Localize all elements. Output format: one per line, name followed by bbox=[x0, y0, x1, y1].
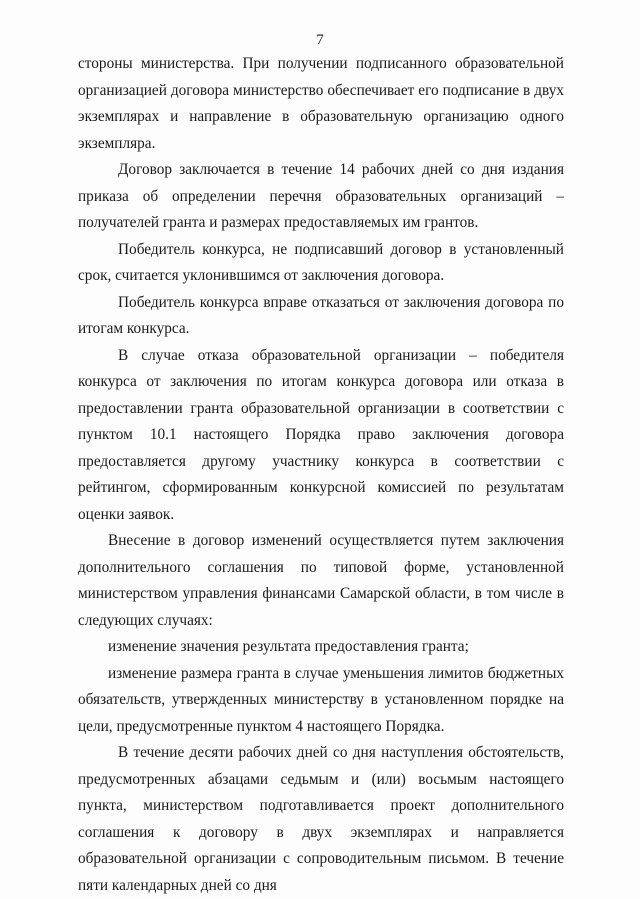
paragraph-ten-days: В течение десяти рабочих дней со дня наступления обстоятельств, предусмотренных абзацами седьмым и (или) восьмым настоящего пункта, министерством подготавливается проект дополнительного соглашения к договору в двух экземплярах и направляется образовательной организации с сопроводительным письмом. В течение пяти календарных дней со дня bbox=[78, 744, 564, 894]
paragraph-continuation: стороны министерства. При получении подписанного образовательной организацией договора министерство обеспечивает его подписание в двух экземплярах и направление в образовательную организацию одного экземпляра. bbox=[78, 55, 564, 152]
document-body bbox=[78, 51, 564, 899]
paragraph-winner-refusal: Победитель конкурса вправе отказаться от заключения договора по итогам конкурса. bbox=[78, 293, 564, 337]
paragraph-winner-evading: Победитель конкурса, не подписавший договор в установленный срок, считается уклонившимся от заключения договора. bbox=[78, 240, 564, 284]
page-number: 7 bbox=[316, 32, 324, 48]
paragraph-case-result: изменение значения результата предоставления гранта; bbox=[108, 638, 469, 655]
paragraph-amendments: Внесение в договор изменений осуществляется путем заключения дополнительного соглашения по типовой форме, установленной министерством управления финансами Самарской области, в том числе в следующих случаях: bbox=[78, 532, 564, 629]
paragraph-contract-term: Договор заключается в течение 14 рабочих дней со дня издания приказа об определении перечня образовательных организаций – получателей гранта и размерах предоставляемых им грантов. bbox=[78, 161, 564, 231]
paragraph-refusal-case: В случае отказа образовательной организации – победителя конкурса от заключения по итогам конкурса договора или отказа в предоставлении гранта образовательной организации в соответствии с пунктом 10.1 настоящего Порядка право заключения договора предоставляется другому участнику конкурса в соответствии с рейтингом, сформированным конкурсной комиссией по результатам оценки заявок. bbox=[78, 346, 564, 523]
paragraph-case-grant-size: изменение размера гранта в случае уменьшения лимитов бюджетных обязательств, утвержденных министерству в установленном порядке на цели, предусмотренные пунктом 4 настоящего Порядка. bbox=[78, 664, 564, 735]
